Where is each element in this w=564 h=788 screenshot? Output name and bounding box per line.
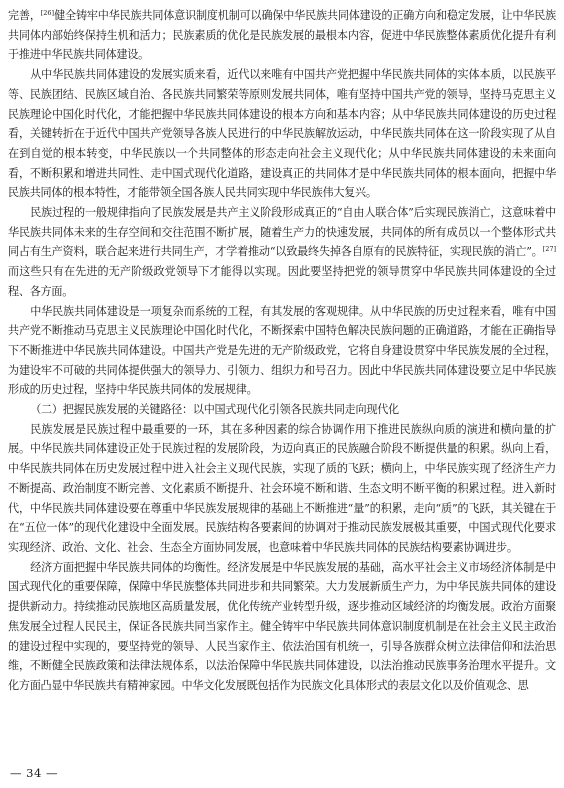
text-run: 经济方面把握中华民族共同体的均衡性。经济发展是中华民族发展的基础，高水平社会主义市场经济体制是中国式现代化的重要保障，保障中华民族整体共同进步和共同繁荣。大力发展新质生产力，为中华民族共同体的建设提供新动力。持续推动民族地区高质量发展，优化传统产业转型升级，逐步推动区域经济的均衡发展。政治方面聚焦发展全过程人民民主，保证各民族共同当家作主。健全铸牢中华民族共同体意识制度机制是在社会主义民主政治的建设过程中实现的，要坚持党的领导、人民当家作主、依法治国有机统一，引导各族群众树立法律信仰和法治思维，不断健全民族政策和法律法规体系，以法治保障中华民族共同体建设，以法治推动民族事务治理水平提升。文化方面凸显中华民族共有精神家园。中华文化发展既包括作为民族文化具体形式的表层文化以及价值观念、思 (8, 560, 556, 692)
text-run: 民族过程的一般规律指向了民族发展是共产主义阶段形成真正的“自由人联合体”后实现民族消亡，这意味着中华民族共同体未来的生存空间和交往范围不断扩展，随着生产力的快速发展，共同体的所有成员以一个整体形式共同占有生产资料，联合起来进行共同生产，才学着推动“以致最终失掉各自原有的民族特征，实现民族的消亡”。 (8, 206, 556, 259)
paragraph (8, 558, 556, 696)
footnote-ref: [26] (40, 9, 55, 17)
text-run: 健全铸牢中华民族共同体意识制度机制可以确保中华民族共同体建设的正确方向和稳定发展，让中华民族共同体内部始终保持生机和活力；民族素质的优化是民族发展的最根本内容，促进中华民族整体素质优化提升有利于推进中华民族共同体建设。 (8, 9, 556, 62)
paragraph (8, 302, 556, 401)
section-heading: （二）把握民族发展的关键路径：以中国式现代化引领各民族共同走向现代化 (30, 403, 399, 417)
paragraph (8, 420, 556, 558)
text-run: 民族发展是民族过程中最重要的一环，其在多种因素的综合协调作用下推进民族纵向质的演进和横向量的扩展。中华民族共同体建设正处于民族过程的发展阶段，为迈向真正的民族融合阶段不断提供量的积累。纵向上看，中华民族共同体在历史发展过程中进入社会主义现代民族，实现了质的飞跃；横向上，中华民族实现了经济生产力不断提高、政治制度不断完善、文化素质不断提升、社会环境不断和谐、生态文明不断平衡的积累过程。进入新时代，中华民族共同体建设要在尊重中华民族发展规律的基础上不断推进“量”的积累，走向“质”的飞跃，其关键在于在“五位一体”的现代化建设中全面发展。民族结构各要素间的协调对于推动民族发展极其重要，中国式现代化要求实现经济、政治、文化、社会、生态全方面协同发展，也意味着中华民族共同体的民族结构要素协调进步。 (8, 422, 556, 554)
paragraph (8, 203, 556, 302)
page-number: — 34 — (10, 766, 58, 780)
text-run: 从中华民族共同体建设的发展实质来看，近代以来唯有中国共产党把握中华民族共同体的实体本质，以民族平等、民族团结、民族区域自治、各民族共同繁荣等原则发展共同体，唯有坚持中国共产党的领导，坚持马克思主义民族理论中国化时代化，才能把握中华民族共同体建设的根本方向和基本内容；从中华民族共同体建设的历史过程看，关键转折在于近代中国共产党领导各族人民进行的中华民族解放运动，中华民族共同体在这一阶段实现了从自在到自觉的根本转变，中华民族以一个共同整体的形态走向社会主义现代化；从中华民族共同体建设的未来面向看，不断积累和增进共同性、走中国式现代化道路，建设真正的共同体才是中华民族共同体的根本面向，把握中华民族共同体的根本特性，才能带领全国各族人民共同实现中华民族伟大复兴。 (8, 68, 556, 200)
text-run: 而这些只有在先进的无产阶级政党领导下才能得以实现。因此要坚持把党的领导贯穿中华民族共同体建设的全过程、各方面。 (8, 265, 556, 298)
footnote-ref: [27] (542, 245, 556, 254)
paragraph (8, 65, 556, 203)
text-run: 完善， (8, 9, 41, 22)
paragraph (8, 6, 556, 65)
body-text (8, 6, 556, 696)
text-run: 中华民族共同体建设是一项复杂而系统的工程，有其发展的客观规律。从中华民族的历史过程来看，唯有中国共产党不断推动马克思主义民族理论中国化时代化，不断探索中国特色解决民族问题的正确道路，才能在正确指导下不断推进中华民族共同体建设。中国共产党是先进的无产阶级政党，它将自身建设贯穿中华民族发展的全过程，为建设牢不可破的共同体提供强大的领导力、引领力、组织力和号召力。因此中华民族共同体建设要立足中华民族形成的历史过程，坚持中华民族共同体的发展规律。 (8, 304, 556, 397)
